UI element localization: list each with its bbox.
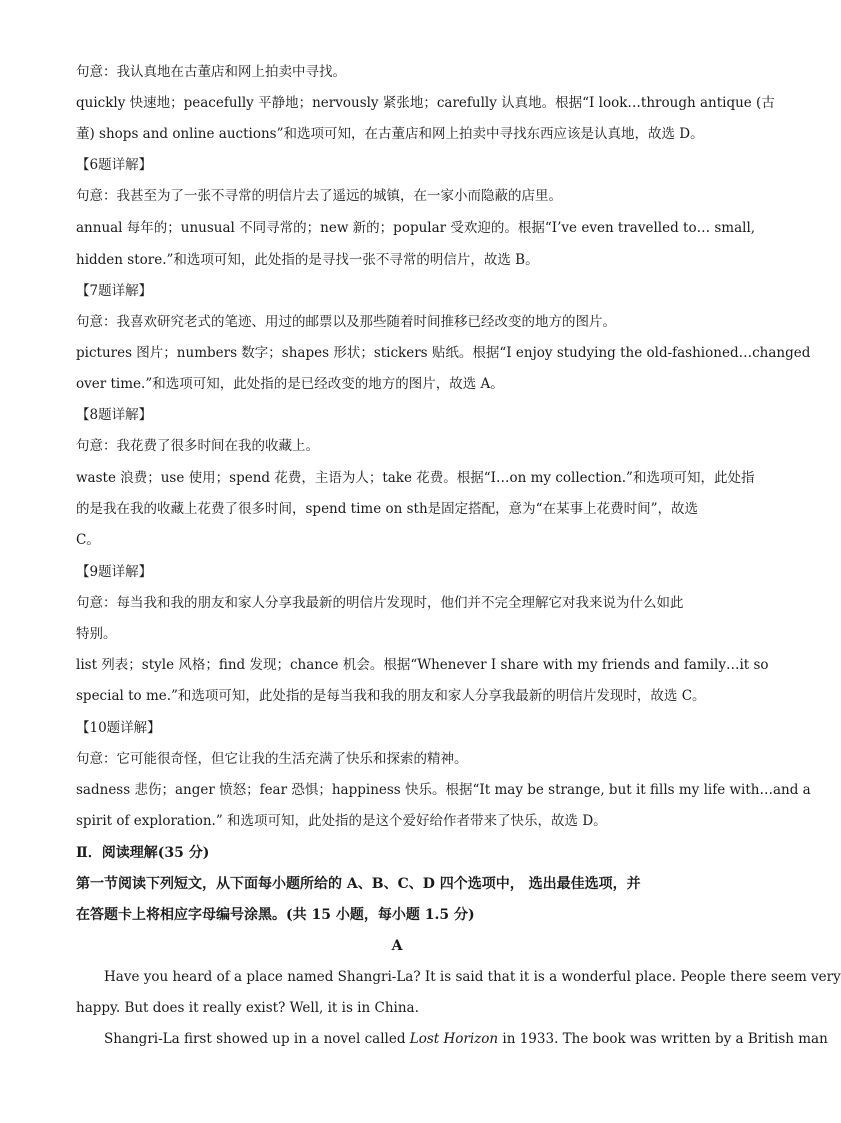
section-instruction-line-1: 第一节阅读下列短文，从下面每小题所给的 A、B、C、D 四个选项中， 选出最佳选项，并: [76, 876, 641, 892]
sentence-meaning-9-line-1: 句意：每当我和我的朋友和家人分享我最新的明信片发现时，他们并不完全理解它对我来说为什么如此: [76, 595, 684, 611]
sentence-meaning-9-line-2: 特别。: [76, 626, 117, 642]
explanation-10-line-2: spirit of exploration.” 和选项可知，此处指的是这个爱好给作者带来了快乐，故选 D。: [76, 813, 607, 829]
explanation-7-line-1: pictures 图片；numbers 数字；shapes 形状；stickers 贴纸。根据“I enjoy studying the old-fashioned…changed: [76, 345, 811, 361]
explanation-8-line-1: waste 浪费；use 使用；spend 花费，主语为人；take 花费。根据“I…on my collection.”和选项可知，此处指: [76, 470, 755, 486]
sentence-meaning-7: 句意：我喜欢研究老式的笔迹、用过的邮票以及那些随着时间推移已经改变的地方的图片。: [76, 314, 616, 330]
explanation-9-line-1: list 列表；style 风格；find 发现；chance 机会。根据“Whenever I share with my friends and family…it so: [76, 657, 769, 673]
section-instruction-line-2: 在答题卡上将相应字母编号涂黑。(共 15 小题，每小题 1.5 分): [76, 907, 475, 923]
explanation-9-line-2: special to me.”和选项可知，此处指的是每当我和我的朋友和家人分享我最新的明信片发现时，故选 C。: [76, 688, 706, 704]
sentence-meaning-8: 句意：我花费了很多时间在我的收藏上。: [76, 438, 319, 454]
passage-paragraph-1-line-1: Have you heard of a place named Shangri-La? It is said that it is a wonderful place. People there seem very: [104, 969, 841, 985]
passage-text: Shangri-La first showed up in a novel called: [104, 1031, 410, 1047]
passage-paragraph-2-line-1: [104, 1029, 828, 1049]
explanation-8-line-3: C。: [76, 532, 100, 548]
book-title: Lost Horizon: [409, 1031, 499, 1047]
sentence-meaning-5: 句意：我认真地在古董店和网上拍卖中寻找。: [76, 64, 346, 80]
explanation-5-line-1: quickly 快速地；peacefully 平静地；nervously 紧张地；carefully 认真地。根据“I look…through antique (古: [76, 95, 775, 111]
explanation-8-line-2: 的是我在我的收藏上花费了很多时间，spend time on sth是固定搭配，意为“在某事上花费时间”，故选: [76, 501, 698, 517]
explanation-5-line-2: 董) shops and online auctions”和选项可知，在古董店和网上拍卖中寻找东西应该是认真地，故选 D。: [76, 126, 704, 142]
section-title: Ⅱ．阅读理解(35 分): [76, 845, 210, 861]
question-6-heading: 【6题详解】: [76, 157, 153, 173]
passage-paragraph-1-line-2: happy. But does it really exist? Well, it is in China.: [76, 1000, 419, 1016]
explanation-6-line-2: hidden store.”和选项可知，此处指的是寻找一张不寻常的明信片，故选 B。: [76, 252, 539, 268]
question-9-heading: 【9题详解】: [76, 564, 153, 580]
explanation-7-line-2: over time.”和选项可知，此处指的是已经改变的地方的图片，故选 A。: [76, 376, 504, 392]
passage-label: A: [391, 938, 403, 954]
sentence-meaning-6: 句意：我甚至为了一张不寻常的明信片去了遥远的城镇，在一家小而隐蔽的店里。: [76, 188, 562, 204]
question-7-heading: 【7题详解】: [76, 283, 153, 299]
sentence-meaning-10: 句意：它可能很奇怪，但它让我的生活充满了快乐和探索的精神。: [76, 751, 468, 767]
passage-text: in 1933. The book was written by a British man: [498, 1031, 828, 1047]
question-10-heading: 【10题详解】: [76, 720, 161, 736]
question-8-heading: 【8题详解】: [76, 407, 153, 423]
explanation-6-line-1: annual 每年的；unusual 不同寻常的；new 新的；popular 受欢迎的。根据“I’ve even travelled to… small,: [76, 220, 756, 236]
explanation-10-line-1: sadness 悲伤；anger 愤怒；fear 恐惧；happiness 快乐。根据“It may be strange, but it fills my life with…and a: [76, 782, 811, 798]
